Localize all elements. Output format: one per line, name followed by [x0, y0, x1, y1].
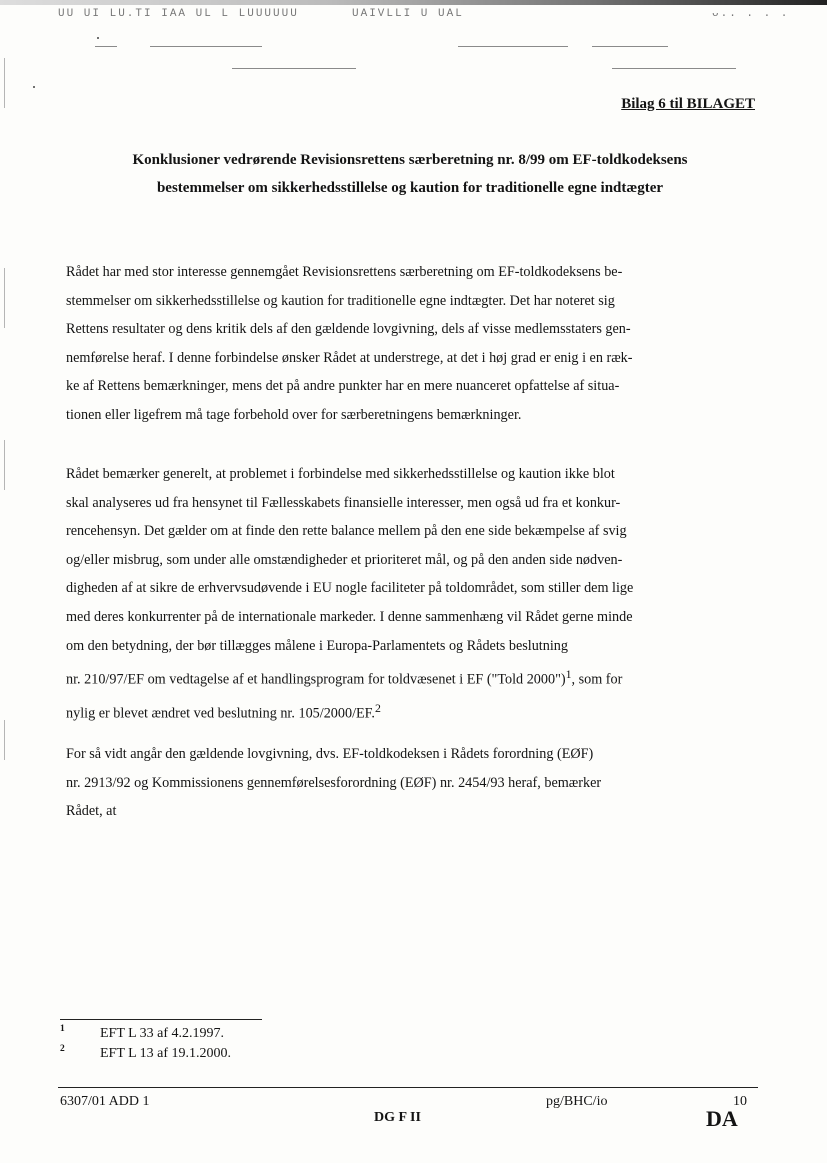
- text-line: nemførelse heraf. I denne forbindelse ønsker Rådet at understrege, at det i høj grad er enig i en ræk-: [66, 349, 633, 366]
- scan-margin-line: [4, 58, 5, 108]
- paragraph-legislation: [66, 740, 756, 826]
- text-line: [66, 694, 756, 728]
- footnote-rule: [60, 1019, 262, 1020]
- title-line: Konklusioner vedrørende Revisionsrettens særberetning nr. 8/99 om EF-toldkodeksens: [132, 152, 688, 168]
- title-line: bestemmelser om sikkerhedsstillelse og kaution for traditionelle egne indtægter: [156, 180, 664, 196]
- text-line: Rettens resultater og dens kritik dels af den gældende lovgivning, dels af visse medlemsstaters gen-: [66, 321, 631, 338]
- text-line: og/eller misbrug, som under alle omstændigheder et prioriteret mål, og på den anden side nødven-: [66, 551, 623, 568]
- text-line: skal analyseres ud fra hensynet til Fællesskabets finansielle interesser, men også ud fra et konkur-: [66, 494, 621, 511]
- scan-line: [232, 68, 356, 69]
- scan-margin-line: [4, 440, 5, 490]
- footnote-ref: 1: [565, 667, 572, 682]
- fax-header-right-text: ᴗ.. . . .: [712, 8, 790, 20]
- footnote-number: 2: [60, 1044, 65, 1054]
- text-line: Rådet, at: [66, 803, 117, 820]
- text-line: [66, 660, 756, 694]
- footer-rule: [58, 1087, 758, 1088]
- fax-header-band: [0, 0, 827, 5]
- scan-line: [95, 46, 117, 47]
- fax-header: [0, 0, 827, 24]
- paragraph-general-remarks: [66, 460, 756, 729]
- author-initials: pg/BHC/io: [546, 1094, 608, 1109]
- scan-line: [592, 46, 668, 47]
- fax-header-left-text: UU UI LU.TI IAA UL L LUUUUUU: [58, 8, 299, 20]
- language-code: DA: [706, 1106, 738, 1131]
- page-number: 10: [733, 1094, 747, 1109]
- text-segment: , som for: [571, 671, 623, 688]
- scan-line: [150, 46, 262, 47]
- footnote-text: EFT L 13 af 19.1.2000.: [100, 1046, 232, 1061]
- text-line: tionen eller ligefrem må tage forbehold over for særberetningens bemærkninger.: [66, 406, 522, 423]
- footnote-text: EFT L 33 af 4.2.1997.: [100, 1026, 225, 1041]
- scan-margin-line: [4, 268, 5, 328]
- text-line: ke af Rettens bemærkninger, mens det på andre punkter har en mere nuanceret opfattelse af situa-: [66, 378, 620, 395]
- text-segment: nr. 210/97/EF om vedtagelse af et handlingsprogram for toldvæsenet i EF ("Told 2000"): [66, 671, 566, 688]
- footnote-ref: 2: [374, 701, 381, 716]
- text-line: nr. 2913/92 og Kommissionens gennemførelsesforordning (EØF) nr. 2454/93 heraf, bemærker: [66, 774, 602, 791]
- document-title: [60, 146, 760, 202]
- document-reference: 6307/01 ADD 1: [60, 1094, 150, 1109]
- text-line: Rådet har med stor interesse gennemgået Revisionsrettens særberetning om EF-toldkodeksens be-: [66, 264, 623, 280]
- text-line: For så vidt angår den gældende lovgivning, dvs. EF-toldkodeksen i Rådets forordning (EØF): [66, 746, 594, 762]
- text-line: digheden af at sikre de erhvervsudøvende i EU nogle faciliteter på toldområdet, som stiller dem lige: [66, 580, 634, 597]
- text-line: med deres konkurrenter på de internationale markeder. I denne sammenhæng vil Rådet gerne minde: [66, 608, 633, 625]
- footnote-number: 1: [60, 1024, 65, 1034]
- text-line: rencehensyn. Det gælder om at finde den rette balance mellem på den ene side bekæmpelse af svig: [66, 523, 627, 540]
- text-segment: nylig er blevet ændret ved beslutning nr. 105/2000/EF.: [66, 706, 375, 723]
- fax-header-middle-text: UAIVLLI U UAL: [352, 8, 464, 20]
- text-line: stemmelser om sikkerhedsstillelse og kaution for traditionelle egne indtægter. Det har noteret sig: [66, 292, 615, 309]
- scan-dot: [97, 37, 99, 39]
- scan-margin-line: [4, 720, 5, 760]
- paragraph-intro: [66, 258, 756, 430]
- annex-label: Bilag 6 til BILAGET: [621, 96, 755, 112]
- scan-dot: [33, 86, 35, 88]
- scan-line: [458, 46, 568, 47]
- directorate-code: DG F II: [374, 1110, 421, 1125]
- scan-line: [612, 68, 736, 69]
- text-line: om den betydning, der bør tillægges målene i Europa-Parlamentets og Rådets beslutning: [66, 637, 568, 654]
- text-line: Rådet bemærker generelt, at problemet i forbindelse med sikkerhedsstillelse og kaution ikke blot: [66, 466, 615, 482]
